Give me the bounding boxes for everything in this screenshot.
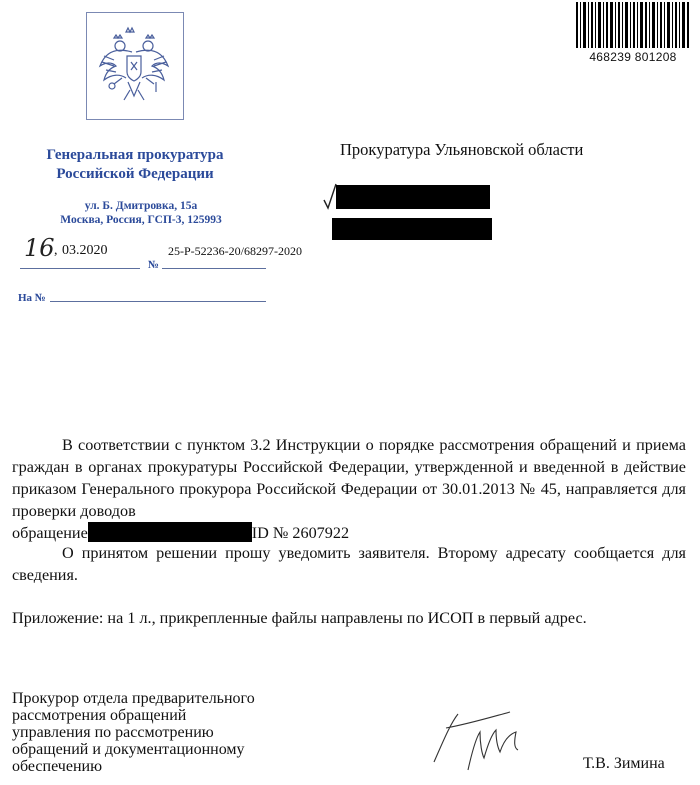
- redacted-recipient-line1: [336, 185, 490, 209]
- signer-title-line5: обеспечению: [12, 758, 103, 775]
- body-paragraph-1-tail: [12, 522, 686, 544]
- sender-address-line2: Москва, Россия, ГСП-3, 125993: [60, 214, 222, 226]
- double-headed-eagle-icon: [96, 26, 172, 108]
- number-underline: [162, 268, 266, 269]
- sender-org-line1: Генеральная прокуратура: [46, 147, 224, 163]
- redacted-applicant-name: [88, 522, 252, 542]
- na-underline: [50, 301, 266, 302]
- signer-title-line2: рассмотрения обращений: [12, 707, 187, 724]
- sender-address-line1: ул. Б. Дмитровка, 15а: [84, 200, 198, 212]
- na-label: На №: [18, 292, 46, 304]
- sender-organization: [20, 146, 250, 184]
- sender-org-line2: Российской Федерации: [56, 166, 214, 182]
- date-handwritten-day: 16: [24, 234, 55, 262]
- signer-title-line1: Прокурор отдела предварительного: [12, 690, 255, 707]
- date-typed: 03.2020: [62, 243, 108, 258]
- sender-address: [36, 199, 246, 227]
- signer-title-line4: обращений и документационному: [12, 741, 245, 758]
- handwritten-signature: [428, 704, 538, 774]
- number-label: №: [148, 259, 160, 271]
- body-paragraph-1-tail-prefix: обращение: [12, 524, 88, 542]
- date-underline: [20, 268, 140, 269]
- signer-title: [12, 690, 342, 775]
- body-paragraph-1-text: В соответствии с пунктом 3.2 Инструкции о порядке рассмотрения обращений и приема граждан в органах прокуратуры Российской Федерации, утвержденной и введенной в действие приказом Генерального прокурора Российской Федерации от 30.01.2013 № 45, направляется для проверки доводов: [12, 436, 686, 520]
- redacted-recipient-line2: [332, 218, 492, 240]
- attachment-note: Приложение: на 1 л., прикрепленные файлы направлены по ИСОП в первый адрес.: [12, 609, 587, 627]
- appeal-id: ID № 2607922: [251, 524, 350, 542]
- date-separator: ,: [54, 243, 58, 258]
- signer-title-line3: управления по рассмотрению: [12, 724, 214, 741]
- recipient-name: Прокуратура Ульяновской области: [340, 140, 584, 159]
- body-paragraph-1: [12, 434, 686, 544]
- reference-number: 25-Р-52236-20/68297-2020: [168, 244, 302, 258]
- body-paragraph-2: О принятом решении прошу уведомить заявителя. Второму адресату сообщается для сведения.: [12, 544, 686, 584]
- barcode-number: 468239 801208: [589, 50, 677, 64]
- signer-name: Т.В. Зимина: [583, 755, 665, 772]
